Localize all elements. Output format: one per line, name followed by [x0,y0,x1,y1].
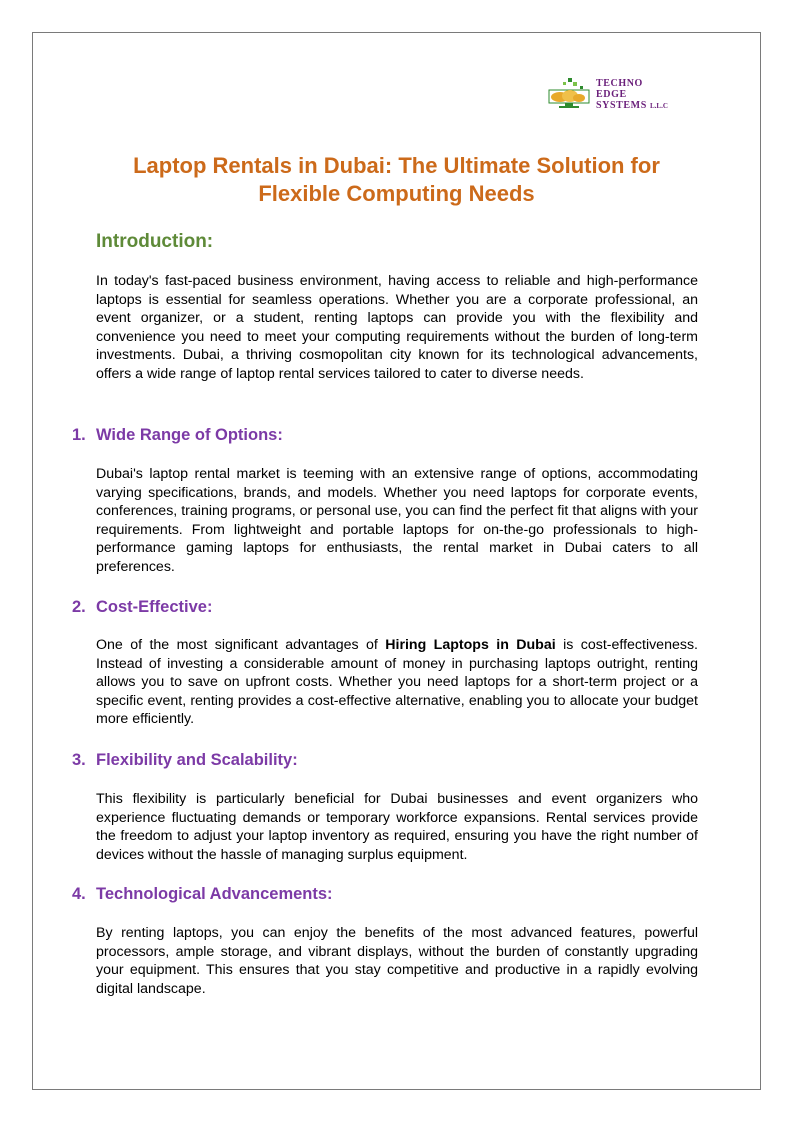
hiring-laptops-bold-text: Hiring Laptops in Dubai [385,637,556,653]
logo-llc: L.L.C [650,102,668,110]
section-heading-3 [72,750,298,770]
section-text-after: is cost-effectiveness. Instead of investing a considerable amount of money in purchasing laptops outright, renting allows you to save on upfront costs. Whether you need laptops for a short-term project or a specific event, renting provides a cost-effective alternative, enabling you to allocate your budget more efficiently. [96,637,698,727]
section-number: 2. [72,598,86,616]
section-heading-1 [72,425,283,445]
section-paragraph-3: This flexibility is particularly beneficial for Dubai businesses and event organizers who experience fluctuating demands or temporary workforce expansions. Rental services provide the freedom to adjust your laptop inventory as required, ensuring you have the right number of devices without the hassle of managing surplus equipment. [96,791,698,863]
section-title: Cost-Effective: [96,598,213,616]
section-title: Technological Advancements: [96,885,333,903]
section-text-before: One of the most significant advantages of [96,637,386,653]
section-title: Wide Range of Options: [96,426,283,444]
section-paragraph-2 [96,636,698,729]
logo-line-edge: EDGE [596,89,627,100]
logo-line-techno: TECHNO [596,78,643,89]
section-title: Flexibility and Scalability: [96,751,298,769]
introduction-paragraph: In today's fast-paced business environment, having access to reliable and high-performance laptops is essential for seamless operations. Whether you are a corporate professional, an event organizer, or a student, renting laptops can provide you with the flexibility and convenience you need to meet your computing requirements without the burden of long-term investments. Dubai, a thriving cosmopolitan city known for its technological advancements, offers a wide range of laptop rental services tailored to cater to diverse needs. [96,273,698,382]
company-logo [546,78,696,112]
section-number: 4. [72,885,86,903]
section-heading-4 [72,884,333,904]
logo-systems-word: SYSTEMS [596,100,647,111]
logo-wordmark [596,78,668,112]
section-heading-2 [72,597,212,617]
section-paragraph-4: By renting laptops, you can enjoy the benefits of the most advanced features, powerful processors, ample storage, and vibrant displays, without the burden of constantly upgrading your equipment. This ensures that you stay competitive and productive in a rapidly evolving digital landscape. [96,925,698,997]
section-number: 3. [72,751,86,769]
section-paragraph-1: Dubai's laptop rental market is teeming with an extensive range of options, accommodating varying specifications, brands, and models. Whether you need laptops for corporate events, conferences, training programs, or personal use, you can find the perfect fit that aligns with your requirements. From lightweight and portable laptops for on-the-go professionals to high-performance gaming laptops for enthusiasts, the rental market in Dubai caters to all preferences. [96,466,698,575]
section-number: 1. [72,426,86,444]
logo-graphic-icon [546,78,594,112]
introduction-heading: Introduction: [96,231,214,252]
page-title: Laptop Rentals in Dubai: The Ultimate Solution for Flexible Computing Needs [133,153,660,206]
logo-line-systems [596,100,668,112]
